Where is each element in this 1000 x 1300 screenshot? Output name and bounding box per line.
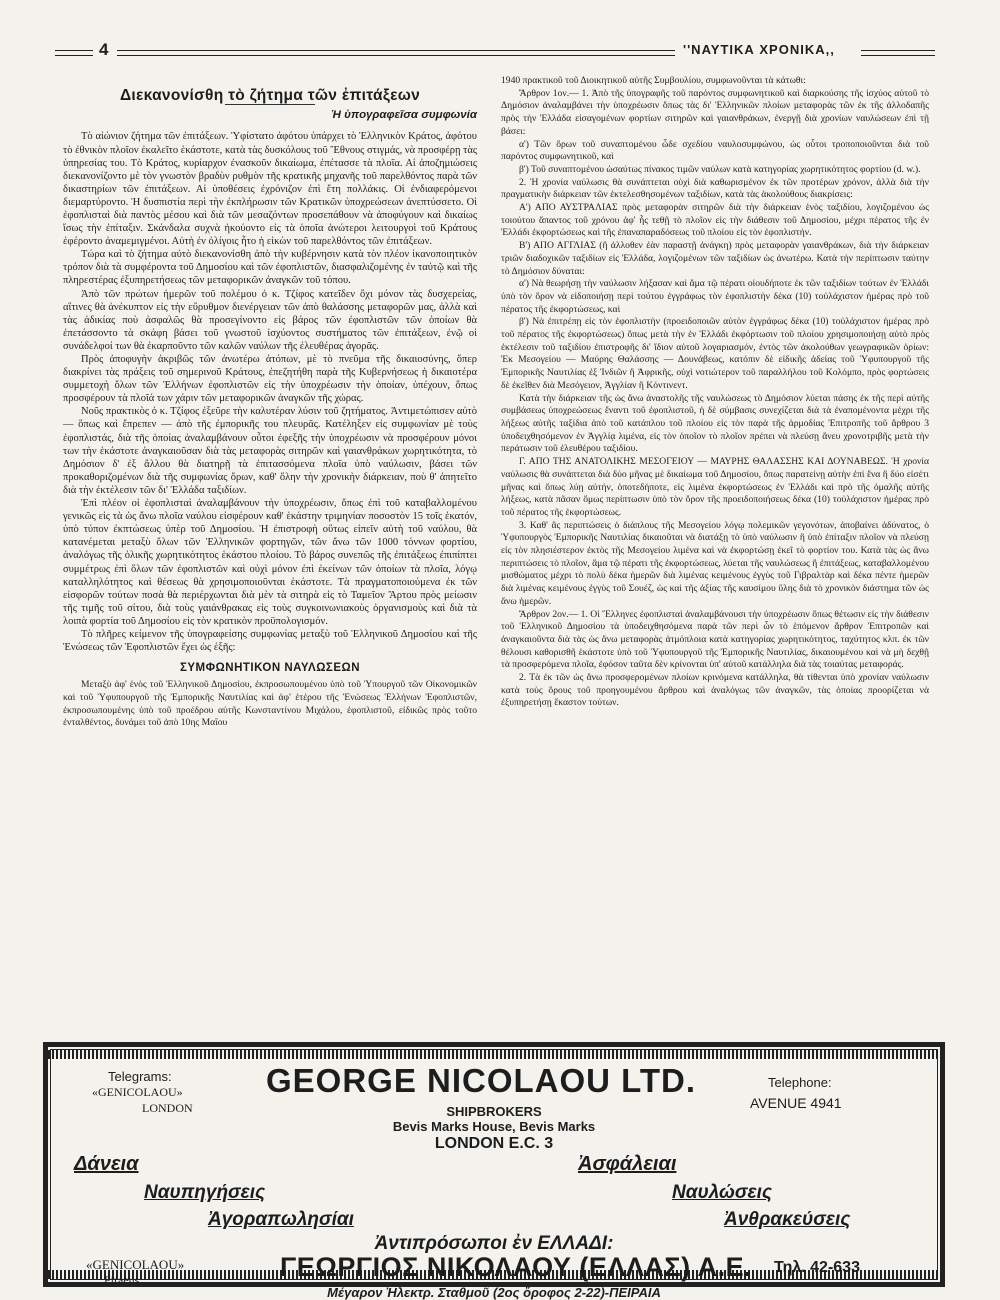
greek-office-address: Μέγαρον Ἠλεκτρ. Σταθμοῦ (2ος ὄροφος 2-22)-ΠΕΙΡΑΙΑ — [327, 1285, 661, 1300]
greek-telephone: Τηλ. 42-633 — [774, 1259, 860, 1276]
article-paragraph: Ἐπὶ πλέον οἱ ἐφοπλισταὶ ἀναλαμβάνουν τὴν ὑποχρέωσιν, ὅπως ἐπὶ τοῦ καταβαλλομένου γενικῶς εἰς τὰ ὡς ἄνω πλοῖα ναύλου εἰσφέρουν καθ' ἑκάστην τριμηνίαν ποσοστὸν 15 τοῖς ἑκατόν, ὑπὸ τύπον ἐκπτώσεως ὑπὲρ τοῦ Δημοσίου. Ἡ ἐπιστροφὴ οὕτως εἰπεῖν αὐτὴ τοῦ ναύλου, θὰ κατανέμεται μεταξὺ ὅλων τῶν Ἑλληνικῶν φορτηγῶν, τῶν ἄνω τῶν 1000 τόννων φορτίου, ἀναλόγως τῆς ὁλικῆς χωρητικότητος ἑκάστου πλοίου. Τὸ βάρος συνεπῶς τῆς ἐπιτάξεως ἐπιπίπτει συμμέτρως ἐπὶ ὅλων τῶν ἐφοπλιστῶν καὶ οὐχὶ μόνον ἐπὶ ἐκείνων τῶν ὁποίων τὰ πλοῖα, λόγῳ καταλληλότητος καὶ θέσεως θὰ χρησιμοποιοῦνται ἑκάστοτε. Τὰ πραγματοποιούμενα ἐκ τῶν εἰσφορῶν τούτων ποσὰ θὰ περιέρχωνται διὰ μὲν τὰ σιτηρὰ εἰς τὸ Ταμεῖον Ἄρτου πρὸς μείωσιν τῆς τιμῆς τοῦ σίτου, διὰ τοὺς γαιάνθρακας εἰς τοὺς συγκοινωνιακοὺς ὀργανισμοὺς καὶ διὰ τὰ λοιπὰ φορτία τοῦ Δημοσίου εἰς τὸν κρατικὸν προϋπολογισμόν. — [63, 498, 477, 627]
newspaper-page — [55, 30, 935, 1300]
greek-city: Piraeus — [104, 1273, 140, 1287]
telegrams-address: «GENICOLAOU» — [92, 1085, 183, 1099]
contract-paragraph: Κατὰ τὴν διάρκειαν τῆς ὡς ἄνω ἀναστολῆς τῆς ναυλώσεως τὸ Δημόσιον λύεται πάσης ἐκ τῆς περὶ αὐτῆς συμβάσεως ὑποχρεώσεως ἔναντι τοῦ ἐφοπλιστοῦ, ἡ δὲ σύμβασις συνεχίζεται διὰ τὰ ἐναπομένοντα μέχρι τῆς λήξεως αὐτῆς ταξίδια ἀπὸ τοῦ κατάπλου τοῦ πλοίου εἰς τὸν παρὰ τῆς ἁρμοδίας Ἐπιτροπῆς τοῦ ἄρθρου 3 ὑποδειχθησόμενον ἐν Ἀγγλίᾳ λιμένα, εἰς τὸν ὁποῖον τὸ πλοῖον πρέπει νὰ πλεύσῃ ἄνευ χρονοτριβῆς μετὰ τὴν περάτωσιν τοῦ ἐλευθέρου ταξιδίου. — [501, 392, 929, 455]
article-headline: Διεκανονίσθη τὸ ζήτημα τῶν ἐπιτάξεων — [119, 87, 421, 104]
representatives-heading: Ἀντιπρόσωποι ἐν ΕΛΛΑΔΙ: — [374, 1233, 614, 1254]
article-subheadline: Ἡ ὑπογραφεῖσα συμφωνία — [331, 109, 477, 122]
contract-paragraph: β') Τοῦ συναπτομένου ὡσαύτως πίνακος τιμῶν ναύλων κατὰ κατηγορίας χωρητικότητος φορτίου (d. w.). — [519, 163, 921, 175]
service-sales: Ἀγοραπωλησίαι — [208, 1209, 354, 1230]
contract-paragraph: Μεταξὺ ἀφ' ἑνὸς τοῦ Ἑλληνικοῦ Δημοσίου, ἐκπροσωπουμένου ὑπὸ τοῦ Ὑπουργοῦ τῶν Οἰκονομικῶν καὶ τοῦ Ὑφυπουργοῦ τῆς Ἐμπορικῆς Ναυτιλίας καὶ ἀφ' ἑτέρου τῆς Ἑνώσεως Ἑλλήνων Ἐφοπλιστῶν, ἐκπροσωπουμένης ὑπὸ τοῦ προέδρου αὐτῆς Κωνσταντίνου Μιχάλου, ἐφοπλιστοῦ, εἰδικῶς πρὸς τοῦτο ἐνταλθέντος, δυνάμει τοῦ ἀπὸ 10ης Μαΐου — [63, 679, 477, 729]
greek-company-name: ΓΕΩΡΓΙΟΣ ΝΙΚΟΛΑΟΥ (ΕΛΛΑΣ) Α.Ε. — [280, 1252, 753, 1282]
telephone-number: AVENUE 4941 — [750, 1095, 842, 1111]
right-column — [501, 75, 929, 710]
contract-paragraph: Γ. ΑΠΟ ΤΗΣ ΑΝΑΤΟΛΙΚΗΣ ΜΕΣΟΓΕΙΟΥ — ΜΑΥΡΗΣ ΘΑΛΑΣΣΗΣ ΚΑΙ ΔΟΥΝΑΒΕΩΣ. Ἡ χρονία ναύλωσις θὰ συνάπτεται διὰ δύο μῆνας μὲ δικαίωμα τοῦ Δημοσίου, ὅπως παρατείνῃ αὐτὴν ἐπὶ ἕνα ἢ δύο εἰσέτι μῆνας καὶ ὅπως λύῃ αὐτήν, ὁποτεδήποτε, εἰς λιμένα ἐκφορτώσεως ἐν Ἑλλάδι καὶ πρὸ τῆς ὁμαλῆς αὐτῆς λήξεως, κατὰ πᾶσαν ὅμως περίπτωσιν ὑπὸ τὸν ὅρον τῆς προειδοποιήσεως δέκα (10) τοὐλάχιστον ἡμέρας πρὸ τοῦ πέρατος τῆς ἐκφορτώσεως. — [501, 456, 929, 518]
article-paragraph: Τὸ πλῆρες κείμενον τῆς ὑπογραφείσης συμφωνίας μεταξὺ τοῦ Ἑλληνικοῦ Δημοσίου καὶ τῆς Ἑνώσεως τῶν Ἐφοπλιστῶν ἔχει ὡς ἑξῆς: — [63, 628, 477, 654]
service-charters: Ναυλώσεις — [672, 1182, 772, 1203]
company-business: SHIPBROKERS — [446, 1104, 542, 1119]
contract-paragraph: 3. Καθ' ἃς περιπτώσεις ὁ διάπλους τῆς Μεσογείου λόγῳ πολεμικῶν γεγονότων, ἀποβαίνει ἀδύνατος, ὁ Ὑφυπουργὸς Ἐμπορικῆς Ναυτιλίας δικαιοῦται νὰ διατάξῃ τὸ ὑπὸ ναύλωσιν ἢ ὑπὸ ἐπίταξιν πλοῖον νὰ πλεύσῃ εἰς τὸν πλησιέστερον ἐκτὸς τῆς Μεσογείου λιμένα καὶ νὰ ἐκφορτώσῃ ἐκεῖ τὸ φορτίον του. Κατὰ τὰς ὡς ἄνω περιπτώσεις τὸ πλοῖον, ἅμα τῷ πέρατι τῆς ἐκφορτώσεως, λύεται τῆς ναυλώσεως ἢ ἐπιτάξεως, καταβαλλομένου μισθώματος μέχρι τὸ πολὺ δέκα ἡμερῶν διὰ λιμένας κειμένους ἐγγὺς τοῦ Γιβραλτὰρ καὶ δέκα πέντε ἡμερῶν διὰ λιμένας κειμένους ἐγγὺς τοῦ Σουέζ, ὡς καὶ τῆς ἀξίας τῆς καυσίμου ὕλης διὰ τὸ χρονικὸν διάστημα τῶν ὡς ἄνω ἡμερῶν. — [501, 519, 929, 607]
company-name: GEORGE NICOLAOU LTD. — [266, 1062, 697, 1099]
contract-paragraph: α') Νὰ θεωρήσῃ τὴν ναύλωσιν λήξασαν καὶ ἅμα τῷ πέρατι οἱουδήποτε ἐκ τῶν ταξιδίων τούτων ἐν Ἑλλάδι ὑπὸ τὸν ὅρον νὰ εἰδοποιήσῃ περὶ τούτου ἐγγράφως τὸν ἐφοπλιστὴν δέκα (10) τοὐλάχιστον ἡμέρας πρὸ τοῦ πέρατος τῆς ἐκφορτώσεως, καὶ — [501, 278, 929, 315]
contract-paragraph: 1940 πρακτικοῦ τοῦ Διοικητικοῦ αὐτῆς Συμβουλίου, συμφωνοῦνται τὰ κάτωθι: — [501, 75, 806, 86]
contract-paragraph: Ἄρθρον 1ον.— 1. Ἀπὸ τῆς ὑπογραφῆς τοῦ παρόντος συμφωνητικοῦ καὶ διαρκούσης τῆς ἰσχύος αὐτοῦ τὸ Δημόσιον ἀναλαμβάνει τὴν ὑποχρέωσιν ὅπως τὰς δι' Ἑλληνικῶν πλοίων μεταφορὰς τῶν ἐκ τῆς ἀλλοδαπῆς πρὸς τὴν Ἑλλάδα εἰσαγομένων φορτίων σιτηρῶν καὶ γαιανθράκων, ἐνεργῇ διὰ χρονίων ναυλώσεων ἐπὶ τῇ βάσει: — [501, 87, 929, 137]
telegrams-label: Telegrams: — [108, 1069, 172, 1084]
article-paragraph: Τώρα καὶ τὸ ζήτημα αὐτὸ διεκανονίσθη ἀπὸ τὴν κυβέρνησιν κατὰ τὸν πλέον ἱκανοποιητικὸν τρόπον διὰ τὰ συμφέροντα τοῦ Δημοσίου καὶ τῶν ἐφοπλιστῶν, διασφαλιζομένης ἐν ταὐτῷ καὶ τῆς πληρεστέρας ἐξυπηρετήσεως τῶν μεταφορικῶν ἀναγκῶν τοῦ τόπου. — [63, 249, 477, 287]
contract-paragraph: Α') ΑΠΟ ΑΥΣΤΡΑΛΙΑΣ πρὸς μεταφορὰν σιτηρῶν διὰ τὴν διάρκειαν ἑνὸς ταξιδίου, λογιζομένου ὡς τοιούτου ἅπαντος τοῦ χρόνου ἀφ' ἧς τεθῇ τὸ πλοῖον εἰς τὴν διάθεσιν τοῦ Δημοσίου, μέχρι πέρατος τῆς ἐν Ἑλλάδι ἐκφορτώσεως καὶ τῆς ἐπαναπαραδόσεως τοῦ πλοίου εἰς τὸν ἐφοπλιστήν. — [501, 202, 929, 239]
greek-telegrams-address: «GENICOLAOU» — [86, 1257, 185, 1272]
contract-paragraph: 2. Ἡ χρονία ναύλωσις θὰ συνάπτεται οὐχὶ διὰ καθωρισμένον ἐκ τῶν προτέρων χρόνον, ἀλλὰ διὰ τὴν πραγματικὴν διάρκειαν τῶν ἐκτελεσθησομένων ταξιδίων, κατὰ τὰς ἀκολούθους διακρίσεις: — [501, 176, 929, 201]
service-insurance: Ἀσφάλειαι — [578, 1153, 677, 1175]
advertisement-box — [43, 1042, 945, 1300]
newspaper-title: ''ΝΑΥΤΙΚΑ ΧΡΟΝΙΚΑ,, — [683, 42, 835, 57]
telegrams-city: LONDON — [142, 1101, 193, 1115]
contract-paragraph: Β') ΑΠΟ ΑΓΓΛΙΑΣ (ἢ ἀλλοθεν ἐὰν παραστῇ ἀνάγκη) πρὸς μεταφορὰν γαιανθράκων, διὰ τὴν διάρκειαν τριῶν διαδοχικῶν ταξιδίων εἰς Ἑλλάδα, λογιζομένων τῶν ταξιδίων ὡς ἀνωτέρω. Κατὰ τὴν περίπτωσιν ταύτην τὸ Δημόσιον δύναται: — [501, 240, 929, 277]
header-rule-left — [55, 50, 93, 56]
service-loans: Δάνεια — [74, 1153, 139, 1175]
contract-heading: ΣΥΜΦΩΝΗΤΙΚΟΝ ΝΑΥΛΩΣΕΩΝ — [179, 662, 361, 675]
page-header — [55, 42, 935, 62]
article-body — [63, 130, 477, 654]
service-shipbuilding: Ναυπηγήσεις — [144, 1182, 266, 1203]
article-paragraph: Ἀπὸ τῶν πρώτων ἡμερῶν τοῦ πολέμου ὁ κ. Τζίφος κατεῖδεν ὄχι μόνον τὰς δυσχερείας, αἵτινες θὰ ἀνέκυπτον εἰς τὴν εὔρυθμον διενέργειαν τῶν ἀπὸ θαλάσσης μεταφορῶν μας, ἀλλὰ καὶ τὰς ἀδικίας ποὺ ἀσφαλῶς θὰ προσεγίνοντο εἰς βάρος τῶν ἐφοπλιστῶν τῶν ὁποίων θὰ ἐπετάσσοντο τὰ σκάφη βάσει τοῦ γνωστοῦ ἰσχύοντος συστήματος τῶν ἐπιτάξεων, ἐνῷ οἱ συνάδελφοί των θὰ ἐκαρποῦντο τῶν καλῶν ναύλων τῆς ἐλευθέρας ἀγορᾶς. — [63, 288, 477, 352]
contract-paragraph: α') Τῶν ὅρων τοῦ συναπτομένου ὧδε σχεδίου ναυλοσυμφώνου, ὡς οὗτοι τροποποιοῦνται διὰ τοῦ παρόντος συμφωνητικοῦ, καὶ — [501, 138, 929, 163]
article-paragraph: Πρὸς ἀποφυγὴν ἀκριβῶς τῶν ἀνωτέρω ἀτόπων, μὲ τὸ πνεῦμα τῆς δικαιοσύνης, ὅπερ διακρίνει τὰς πράξεις τοῦ σημερινοῦ Κράτους, ἐπεζητήθη παρὰ τῆς Κυβερνήσεως ἡ δικαιοτέρα συμμετοχὴ ὅλων τῶν Ἑλλήνων ἐφοπλιστῶν εἰς τὴν ὑποχρέωσιν τὴν ὁποίαν, ὑπέχουν, ὅπως προσφέρουν τὰ πλοῖά των χάριν τῶν μεταφορικῶν ἀναγκῶν τῆς χώρας. — [63, 354, 477, 405]
header-rule-right — [861, 50, 935, 56]
contract-paragraph: 2. Τὰ ἐκ τῶν ὡς ἄνω προσφερομένων πλοίων κρινόμενα κατάλληλα, θὰ τίθενται ὑπὸ χρονίαν ναύλωσιν κατὰ τοὺς ὅρους τοῦ προηγουμένου ἄρθρου καὶ ἀναλόγως τῶν ἀναγκῶν, τὰς ὁποίας προορίζεται νὰ ἐξυπηρετήσῃ ἕκαστον τούτων. — [501, 672, 929, 709]
service-coaling: Ἀνθρακεύσεις — [724, 1209, 851, 1230]
header-rule-middle — [117, 50, 675, 56]
contract-paragraph: β') Νὰ ἐπιτρέπῃ εἰς τὸν ἐφοπλιστὴν (προειδοποιῶν αὐτὸν ἐγγράφως δέκα (10) τοὐλάχιστον ἡμέρας πρὸ τοῦ πέρατος τῆς ἐκφορτώσεως) ὅπως μετὰ τὴν ἐν Ἑλλάδι ἐκφόρτωσιν τοῦ πλοίου χρησιμοποιήσῃ αὐτὸ πρὸς ἐκτέλεσιν τοῦ ταξιδίου ἐπιστροφῆς δι' ἴδιον αὐτοῦ λογαριασμόν, ἐντὸς τῶν ἀκολούθων γεωγραφικῶν ὁρίων: Ἐκ Μεσογείου — Μαύρης Θαλάσσης — Δουνάβεως, κατόπιν δὲ εἰδικῆς ἀδείας τοῦ Ὑφυπουργοῦ τῆς Ἐμπορικῆς Ναυτιλίας ἐξ Ἰνδιῶν ἢ Ἀφρικῆς, οὐχὶ νοτιώτερον τοῦ παραλλήλου τοῦ Κολόμπο, πρὸς φορτώσεις δὲ ἐκεῖθεν διὰ Μεσόγειον, Ἀγγλίαν ἢ Κόντινεντ. — [501, 316, 929, 391]
company-address: Bevis Marks House, Bevis Marks — [392, 1119, 596, 1134]
ad-border-pattern-top — [48, 1050, 940, 1059]
left-column — [63, 75, 477, 730]
telephone-label: Telephone: — [768, 1075, 832, 1090]
contract-body — [63, 679, 477, 729]
page-number: 4 — [99, 40, 109, 59]
contract-paragraph: Ἄρθρον 2ον.— 1. Οἱ Ἕλληνες ἐφοπλισταὶ ἀναλαμβάνουσι τὴν ὑποχρέωσιν ὅπως θέτωσιν εἰς τὴν διάθεσιν τοῦ Ἑλληνικοῦ Δημοσίου τὰ ὑποδειχθησόμενα παρὰ τῶν περὶ ὧν τὸ ἑπόμενον ἄρθρον Ἐπιτροπῶν καὶ ἀναγκαιοῦντα διὰ τὰς ὡς ἄνω μεταφορὰς ἀτμόπλοια κατὰ κατηγορίας χωρητικότητος, ταχύτητος κλπ. ἐκ τῶν θέλουσι καθορισθῆ ἑκάστοτε ὑπὸ τοῦ Ὑφυπουργοῦ τῆς Ἐμπορικῆς Ναυτιλίας, δικαιουμένου καὶ νὰ μὴ δεχθῇ τὰ προσφερόμενα πλοῖα, ἐφόσον ταῦτα δὲν κρίνονται ὑπ' αὐτοῦ κατάλληλα διὰ τὰς τοιαύτας μεταφοράς. — [501, 608, 929, 671]
article-paragraph: Νοῦς πρακτικὸς ὁ κ. Τζίφος ἐξεῦρε τὴν καλυτέραν λύσιν τοῦ ζητήματος. Ἀντιμετώπισεν αὐτὸ — ὅπως καὶ ἔπρεπεν — ἀπὸ τῆς ἐμπορικῆς του πλευρᾶς. Κατέληξεν εἰς συμφωνίαν μὲ τοὺς ἐφοπλιστάς, διὰ τῆς ὁποίας ἀναλαμβάνουν οὗτοι ἐφεξῆς τὴν ὑποχρέωσιν νὰ προσφέρουν μόνοι των τὴν ἑκάστοτε ἀναγκαιοῦσαν διὰ τὰς μεταφορὰς σιτηρῶν καὶ γαιανθράκων χωρητικότητα, τὸ Δημόσιον δ' ἐξ ἄλλου θὰ διατηρῇ τὰ ἐπιτασσόμενα πλοῖα ὑπὸ ναύλωσιν, βάσει τῶν προκαθοριζομένων διὰ τῆς συμφωνίας ὅρων, καθ' ὅλην τὴν χρονικὴν διάρκειαν, ποὺ θ' ἀπητεῖτο διὰ τὴν ἐκτέλεσιν τῶν δι' Ἑλλάδα ταξιδίων. — [63, 406, 477, 496]
headline-rule — [225, 104, 315, 105]
company-city: LONDON E.C. 3 — [434, 1135, 554, 1152]
article-paragraph: Τὸ αἰώνιον ζήτημα τῶν ἐπιτάξεων. Ὑφίστατο ἀφότου ὑπάρχει τὸ Ἑλληνικὸν Κράτος, ἀφότου τὸ ἐθνικὸν πλοῖον ἐκαλεῖτο ἑκάστοτε, κατὰ τὰς δυσκόλους τοῦ Ἔθνους στιγμάς, νὰ προσφέρῃ τὰς ὑπηρεσίας του. Τὸ Κράτος, κυρίαρχον ἐνασκοῦν δικαίωμα, ἐπέτασσε τὰ πλοῖα. Αἱ ἀποζημιώσεις διεκανονίζοντο μὲ τὸν γνωστὸν βραδὺν ρυθμὸν τῆς κρατικῆς μηχανῆς τοῦ παρελθόντος παρὰ τῶν δικαστηρίων τῶν ἐπιτάξεων. Αἱ ὑποθέσεις ἐχρόνιζον ἐπὶ ἔτη πολλάκις. Οἱ ἐνδιαφερόμενοι διεμαρτύροντο. Ἡ δυσπιστία περὶ τὴν ἐκπλήρωσιν τῶν Κρατικῶν ὑποχρεώσεων ἀνεπτύσσετο. Οἱ ἐφοπλισταὶ διὰ παντὸς μέσου καὶ διὰ τῶν μεσαζόντων προσεπάθουν νὰ ἀποφύγουν καὶ δικαίως ἴσως τὴν ἐπίταξιν. Σκάνδαλα συχνὰ ἠκούοντο εἰς τὰ ὁποῖα ἀνώτεροι λειτουργοὶ τοῦ Κράτους ἐφέροντο ἀναμεμιγμένοι. Αὐτὴ ἐν ὀλίγοις ἦτο ἡ εἰκὼν τοῦ παρελθόντος τῶν ἐπιτάξεων. — [63, 131, 477, 248]
